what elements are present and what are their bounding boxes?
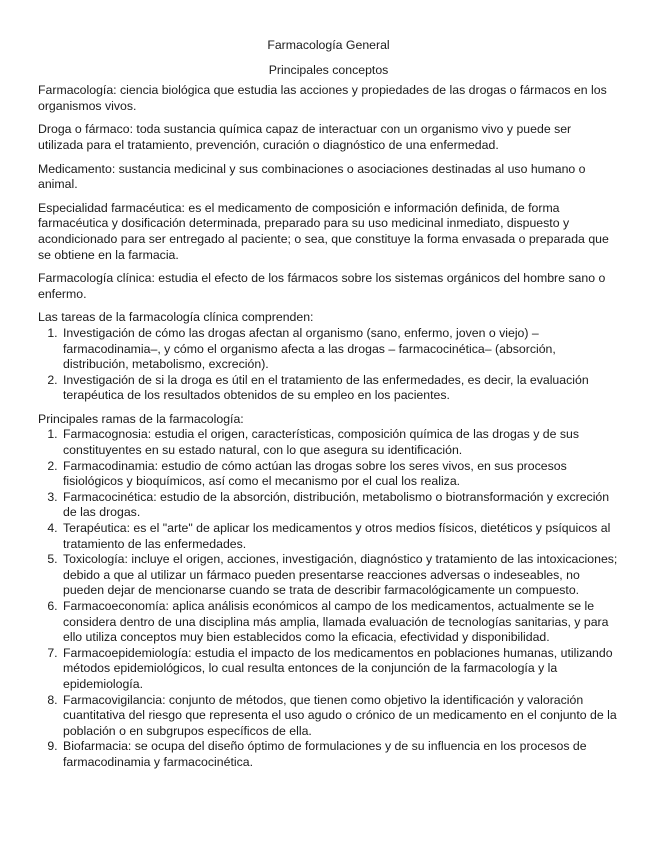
definition-medicamento: Medicamento: sustancia medicinal y sus combinaciones o asociaciones destinadas al uso humano o animal. bbox=[38, 161, 586, 192]
tasks-intro: Las tareas de la farmacología clínica comprenden: bbox=[38, 310, 314, 325]
definition-farmacologia-clinica: Farmacología clínica: estudia el efecto de los fármacos sobre los sistemas orgánicos del hombre sano o enfermo. bbox=[38, 271, 606, 301]
list-item: 1. Farmacognosia: estudia el origen, características, composición química de las drogas y de sus constituyentes en su estado natural, con lo que asegura su identificación. bbox=[61, 427, 619, 458]
list-item: 5. Toxicología: incluye el origen, acciones, investigación, diagnóstico y tratamiento de las intoxicaciones; debido a que al utilizar un fármaco pueden presentarse reacciones adversas o indeseables, no pueden dejar de mencionarse cuando se trata de describir farmacológicamente un compuesto. bbox=[61, 552, 619, 599]
list-item: 3. Farmacocinética: estudio de la absorción, distribución, metabolismo o biotransformación y excreción de las drogas. bbox=[61, 490, 619, 521]
definition-droga: Droga o fármaco: toda sustancia química capaz de interactuar con un organismo vivo y puede ser utilizada para el tratamiento, prevención, curación o diagnóstico de una enfermedad. bbox=[38, 122, 572, 152]
list-item: 2. Farmacodinamia: estudio de cómo actúan las drogas sobre los seres vivos, en sus procesos fisiológicos y bioquímicos, así como el mecanismo por el cual los realiza. bbox=[61, 459, 619, 490]
list-item: 8. Farmacovigilancia: conjunto de métodos, que tienen como objetivo la identificación y valoración cuantitativa del riesgo que representa el uso agudo o crónico de un medicamento en el conjunto de la población o en subgrupos específicos de ella. bbox=[61, 693, 619, 740]
definition-farmacologia: Farmacología: ciencia biológica que estudia las acciones y propiedades de las drogas o fármacos en los organismos vivos. bbox=[38, 83, 607, 113]
list-item: 1. Investigación de cómo las drogas afectan al organismo (sano, enfermo, joven o viejo) –farmacodinamia–, y cómo el organismo afecta a las drogas – farmacocinética– (absorción, distribución, metabolismo, excreción). bbox=[61, 326, 619, 373]
list-item: 7. Farmacoepidemiología: estudia el impacto de los medicamentos en poblaciones humanas, utilizando métodos epidemiológicos, lo cual resulta entonces de la conjunción de la farmacología y la epidemiología. bbox=[61, 646, 619, 693]
list-item: 4. Terapéutica: es el "arte" de aplicar los medicamentos y otros medios físicos, dietéticos y psíquicos al tratamiento de las enfermedades. bbox=[61, 521, 619, 552]
tasks-list bbox=[38, 326, 619, 404]
definition-especialidad: Especialidad farmacéutica: es el medicamento de composición e información definida, de forma farmacéutica y dosificación determinada, preparado para su uso medicinal inmediato, dispuesto y acondicionado para ser entregado al paciente; o sea, que constituye la forma envasada o preparada que se obtiene en la farmacia. bbox=[38, 200, 609, 262]
list-item: 9. Biofarmacia: se ocupa del diseño óptimo de formulaciones y de su influencia en los procesos de farmacodinamia y farmacocinética. bbox=[61, 739, 619, 770]
branches-list bbox=[38, 427, 619, 770]
branches-intro: Principales ramas de la farmacología: bbox=[38, 411, 244, 426]
document-title: Farmacología General bbox=[267, 38, 390, 52]
document-subtitle: Principales conceptos bbox=[268, 62, 389, 77]
list-item: 6. Farmacoeconomía: aplica análisis económicos al campo de los medicamentos, actualmente se le considera dentro de una disciplina más amplia, llamada evaluación de tecnologías sanitarias, y para ello utiliza conceptos muy bien establecidos como la eficacia, efectividad y disponibilidad. bbox=[61, 599, 619, 646]
list-item: 2. Investigación de si la droga es útil en el tratamiento de las enfermedades, es decir, la evaluación terapéutica de los resultados obtenidos de su empleo en los pacientes. bbox=[61, 373, 619, 404]
